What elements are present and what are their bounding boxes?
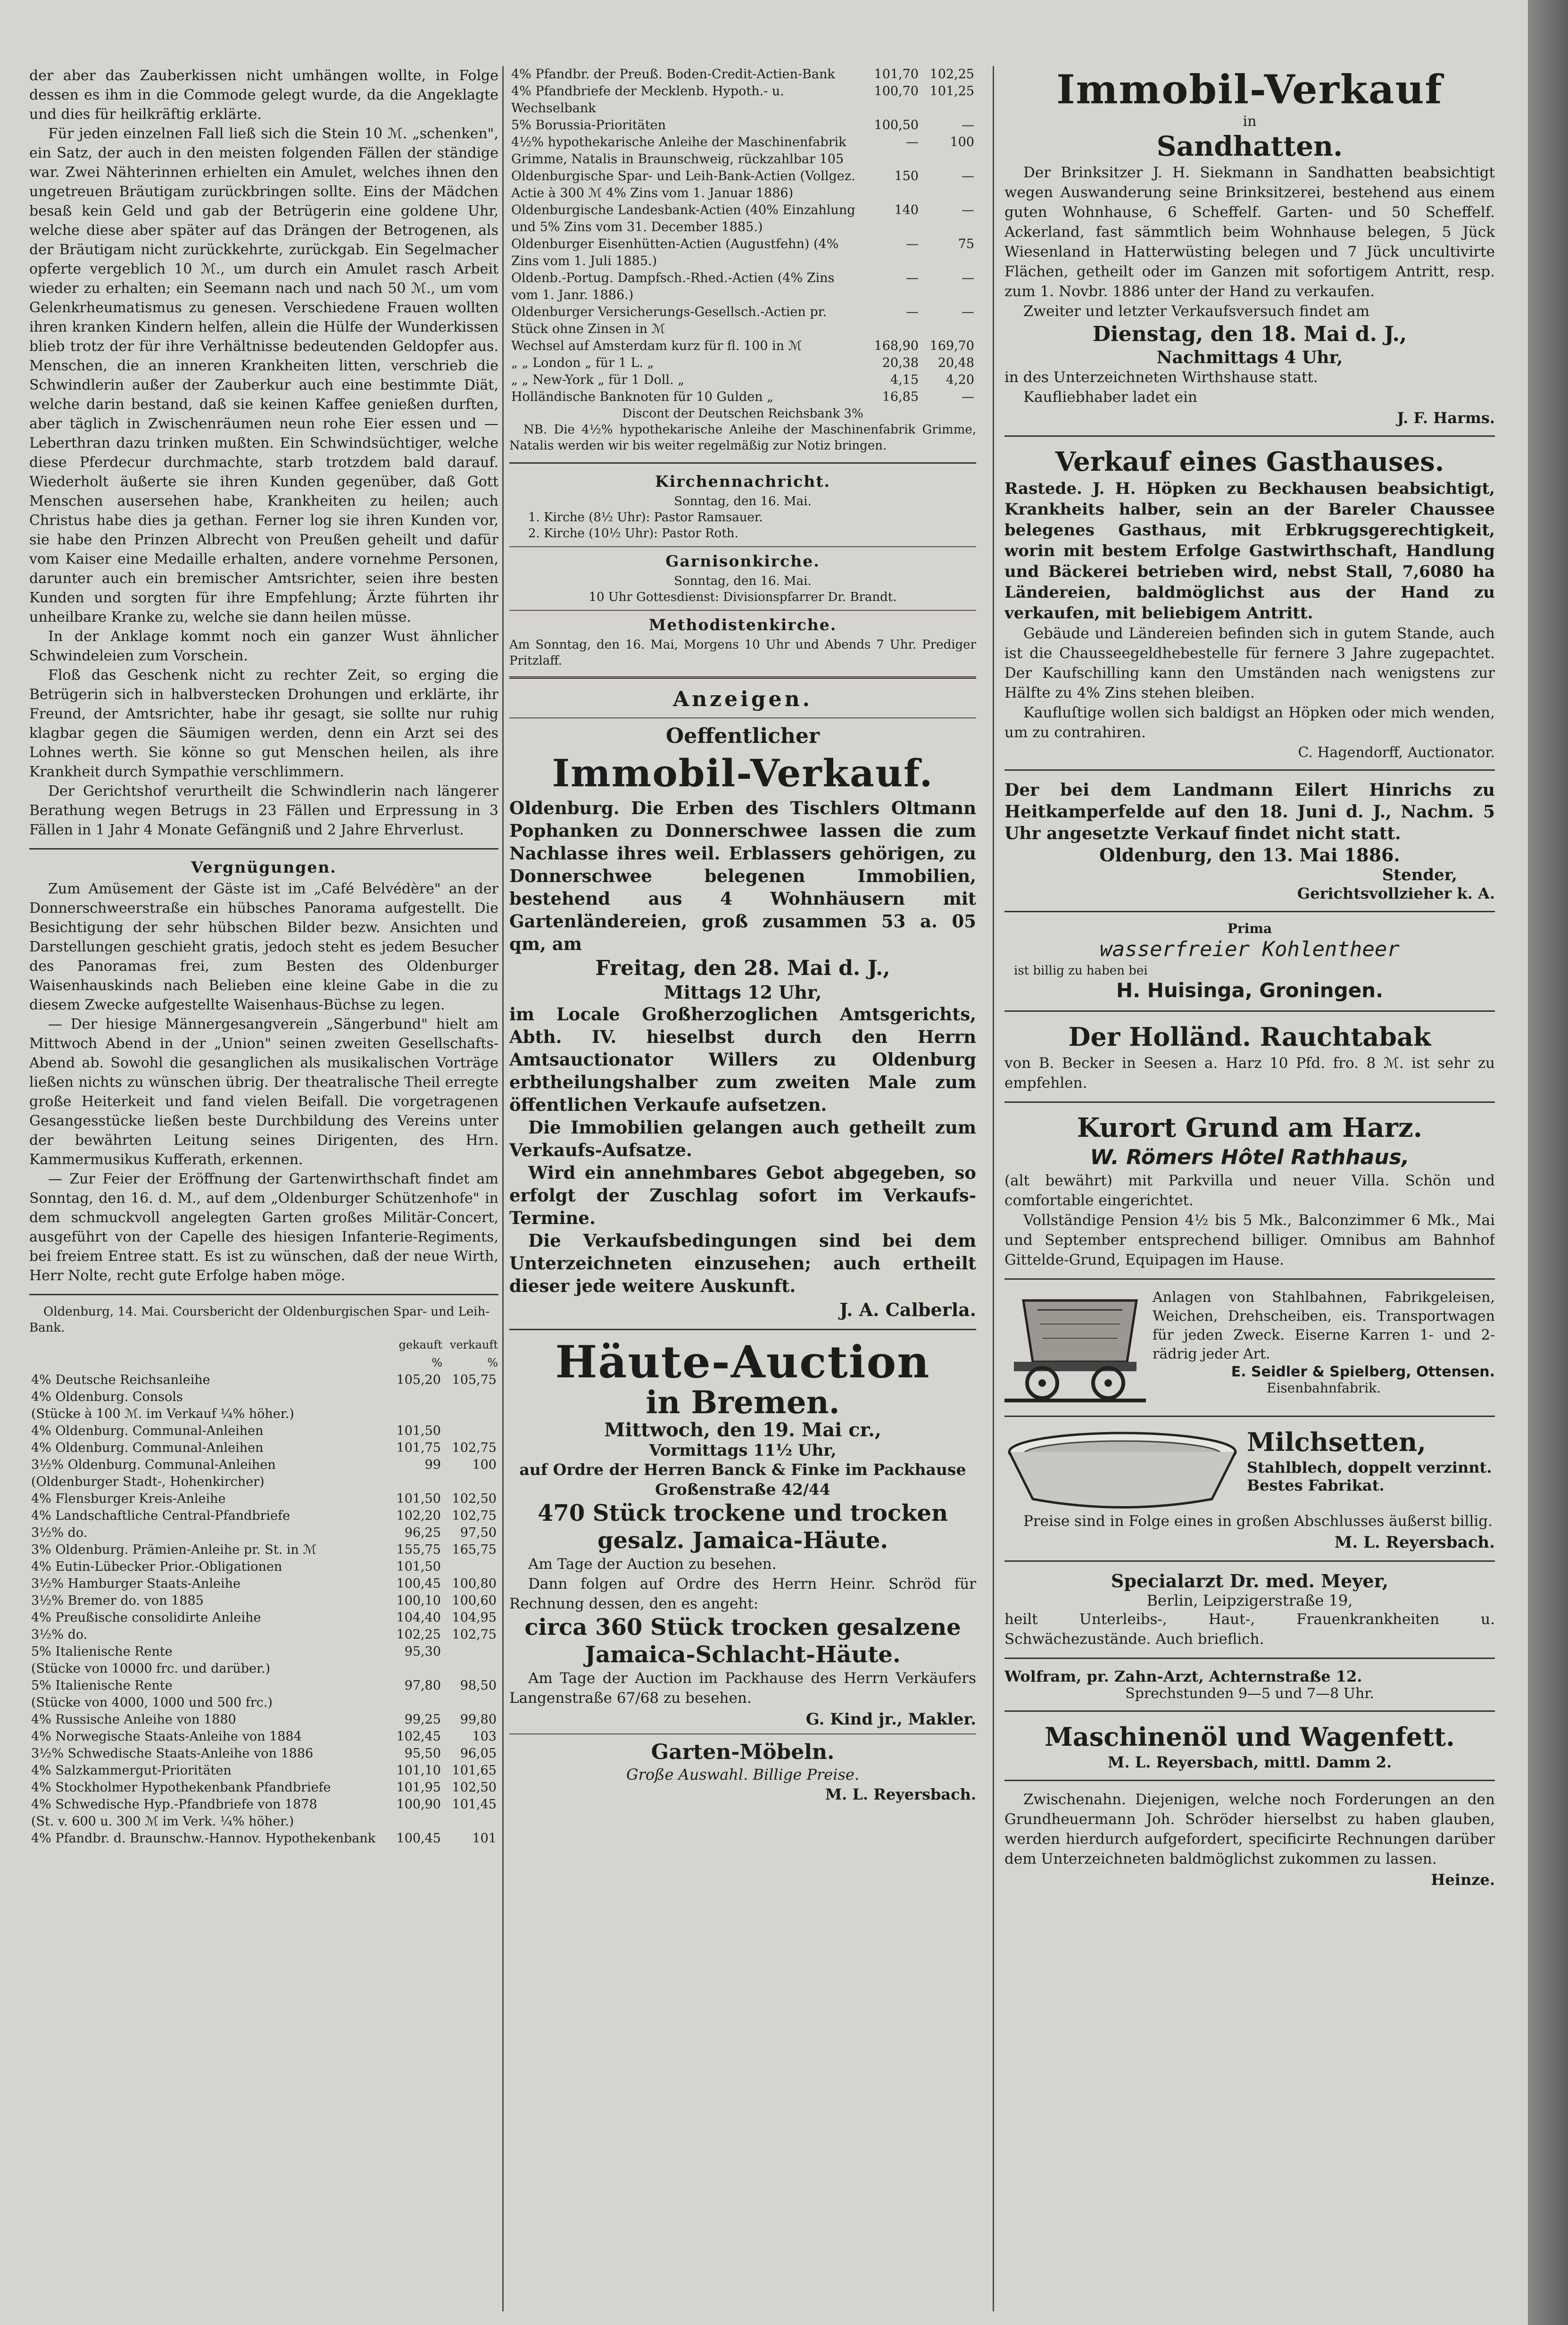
ad-highlight: circa 360 Stück trocken gesalzene Jamaica-Schlacht-Häute. [524, 1614, 961, 1668]
ad-subtitle: Bestes Fabrikat. [1247, 1476, 1385, 1494]
kurs-sold-value [443, 1558, 498, 1575]
kurs-sold-value [443, 1474, 498, 1491]
divider [509, 1329, 976, 1330]
divider [1004, 1658, 1495, 1659]
kurs-security-name: (Stücke à 100 ℳ. im Verkauf ¼% höher.) [31, 1407, 294, 1421]
kurs-security-name: 4% Salzkammergut-Prioritäten [31, 1763, 232, 1778]
kurs-row [29, 1677, 498, 1694]
article-paragraph: Floß das Geschenk nicht zu rechter Zeit, so erging die Betrügerin sich in halbverstecken Drohungen und erklärte, ihr Freund, der Amtsrichter, habe ihr gesagt, sie sollte nur ruhig klagbar gegen die Säumigen werden, denn ein Arzt sei des Lohnes werth. Sie könne so gut Menschen heilen, als ihre Krankheit durch Sympathie verschlimmern. [29, 667, 498, 780]
church-date: Sonntag, den 16. Mai. [674, 494, 812, 508]
kurs-header-sold: verkauft [449, 1338, 498, 1351]
kurs-bought-value: 16,85 [882, 390, 919, 404]
kurs-row [29, 1525, 498, 1542]
ad-time: Vormittags 11½ Uhr, [649, 1441, 837, 1460]
kurs-bought-value [387, 1389, 443, 1406]
ad-body: auf Ordre der Herren Banck & Finke im Packhause Großenstraße 42/44 [519, 1460, 966, 1499]
kurs-security-name: Oldenburgische Landesbank-Actien (40% Einzahlung und 5% Zins vom 31. December 1885.) [511, 203, 855, 234]
divider [1004, 1780, 1495, 1781]
kurs-security-name: (St. v. 600 u. 300 ℳ im Verk. ¼% höher.) [31, 1814, 294, 1829]
kurs-bought-value: 101,10 [396, 1763, 441, 1778]
kurs-row [29, 1813, 498, 1830]
kurs-security-name: 5% Italienische Rente [31, 1644, 173, 1659]
ad-signature: Eisenbahnfabrik. [1266, 1380, 1381, 1396]
kurs-bought-value: 101,50 [396, 1492, 441, 1506]
ad-subtitle: Stahlblech, doppelt verzinnt. [1247, 1458, 1492, 1476]
ad-title-gartenmoebel: Garten-Möbeln. [651, 1740, 835, 1764]
kurs-row [29, 1491, 498, 1508]
kurs-bought-value: 101,95 [396, 1780, 441, 1795]
ad-title-zahnarzt: Wolfram, pr. Zahn-Arzt, Achternstraße 12. [1004, 1667, 1362, 1685]
kurs-sold-value [443, 1389, 498, 1406]
kurs-security-name: 4% Oldenburg. Communal-Anleihen [31, 1441, 264, 1455]
ad-date: Oldenburg, den 13. Mai 1886. [1099, 844, 1400, 866]
kurs-security-name: 3½% do. [31, 1525, 88, 1540]
discont-line: Discont der Deutschen Reichsbank 3% [622, 407, 863, 421]
divider [29, 1294, 498, 1295]
church-line: 2. Kirche (10½ Uhr): Pastor Roth. [528, 526, 738, 541]
kurs-row [29, 1694, 498, 1711]
kurs-security-name: 4% Landschaftliche Central-Pfandbriefe [31, 1508, 290, 1523]
kurs-row [29, 1660, 498, 1677]
kurs-row [509, 134, 976, 168]
ad-text: Große Auswahl. Billige Preise. [626, 1766, 859, 1783]
ad-title-gasthaus: Verkauf eines Gasthauses. [1055, 446, 1444, 477]
kurs-security-name: 4% Pfandbr. d. Braunschw.-Hannov. Hypothekenbank [31, 1831, 376, 1846]
article-paragraph: — Der hiesige Männergesangverein „Sängerbund" hielt am Mittwoch Abend in der „Union" seinen zweiten Gesellschafts-Abend ab. Sowohl die gesanglichen als musikalischen Vorträge ließen nichts zu wünschen übrig. Der theatralische Theil erregte große Heiterkeit und fand vielen Beifall. Die vorgetragenen Gesangesstücke ließen beste Durchbildung des Vereins unter der bewährten Leitung seines Dirigenten, des Hrn. Kammermusikus Kufferath, erkennen. [29, 1016, 498, 1168]
kurs-bought-value: 99,25 [404, 1712, 441, 1727]
ad-title-immobil: Immobil-Verkauf. [552, 751, 934, 795]
ad-title-maschinenoel: Maschinenöl und Wagenfett. [1045, 1722, 1455, 1752]
kurs-bought-value: 97,80 [404, 1678, 441, 1693]
kurs-security-name: Wechsel auf Amsterdam kurz für fl. 100 in ℳ [511, 339, 802, 353]
kurs-bought-value: 101,75 [396, 1441, 441, 1455]
kurs-row [509, 236, 976, 270]
ad-body: Kaufluſtige wollen sich baldigst an Höpken oder mich wenden, um zu contrahiren. [1004, 704, 1495, 741]
divider [509, 610, 976, 611]
kurs-bought-value: 100,90 [396, 1797, 441, 1812]
column-1 [29, 66, 498, 2311]
column-rule [993, 66, 994, 2311]
ad-title-immobil: Immobil-Verkauf [1056, 66, 1443, 113]
kurs-bought-value: 102,20 [396, 1508, 441, 1523]
divider [29, 848, 498, 850]
divider [1004, 1560, 1495, 1562]
ad-pre-title: Prima [1227, 921, 1272, 936]
kurs-row [29, 1474, 498, 1491]
kurs-security-name: „ „ London „ für 1 L. „ [511, 356, 654, 370]
divider [1004, 1416, 1495, 1417]
kurs-row [509, 338, 976, 355]
kurs-sold-value: 165,75 [452, 1542, 497, 1557]
kurs-row [509, 270, 976, 304]
ad-text: heilt Unterleibs-, Haut-, Frauenkrankheiten u. Schwächezustände. Auch brieflich. [1004, 1611, 1495, 1648]
kurs-bought-value: 100,50 [874, 118, 919, 133]
kurs-sold-value: 169,70 [929, 339, 974, 353]
ad-signature: Gerichtsvollzieher k. A. [1297, 884, 1495, 902]
ad-body: Der Brinksitzer J. H. Siekmann in Sandhatten beabsichtigt wegen Auswanderung seine Brinksitzerei, bestehend aus einem guten Wohnhause, 6 Scheffelf. Garten- und 50 Scheffelf. Ackerland, fast sämmtlich beim Wohnhause belegen, 5 Jück Wiesenland in Hatterwüsting belegen und 7 Jück uncultivirte Flächen, getheilt oder im Ganzen mit sofortigem Antritt, resp. zum 1. Novbr. 1886 unter der Hand zu verkaufen. [1004, 164, 1495, 300]
kurs-unit: % [487, 1356, 498, 1369]
kurs-bought-value [387, 1406, 443, 1423]
divider [509, 1733, 976, 1734]
page-edge [1528, 0, 1568, 2325]
kurs-bought-value [387, 1813, 443, 1830]
kurs-table-continued [509, 66, 976, 406]
kurs-row [29, 1542, 498, 1558]
kurs-table [29, 1336, 498, 1847]
ad-place: Sandhatten. [1156, 130, 1343, 162]
ad-signature: C. Hagendorff, Auctionator. [1298, 744, 1495, 761]
kurs-security-name: Oldenburgische Spar- und Leih-Bank-Actien (Vollgez. Actie à 300 ℳ 4% Zins vom 1. Januar 1886) [511, 169, 855, 200]
ad-body: Wird ein annehmbares Gebot abgegeben, so erfolgt der Zuschlag sofort im Verkaufs-Termine. [509, 1162, 976, 1228]
kurs-row [29, 1779, 498, 1796]
kurs-security-name: 3½% do. [31, 1627, 88, 1642]
kurs-sold-value: 100,60 [452, 1593, 497, 1608]
ad-body: Der bei dem Landmann Eilert Hinrichs zu Heitkamperfelde auf den 18. Juni d. J., Nachm. 5 Uhr angesetzte Verkauf findet nicht statt. [1004, 780, 1495, 843]
kurs-bought-value: — [906, 271, 919, 285]
kurs-sold-value: 101,25 [929, 84, 974, 99]
kurs-sold-value: 4,20 [946, 373, 974, 387]
ad-title-milchsetten: Milchsetten, [1247, 1427, 1427, 1457]
kurs-security-name: Oldenburger Versicherungs-Gesellsch.-Actien pr. Stück ohne Zinsen in ℳ [511, 305, 827, 336]
kurs-bought-value [387, 1660, 443, 1677]
kurs-sold-value [443, 1813, 498, 1830]
ad-signature: G. Kind jr., Makler. [805, 1710, 976, 1729]
kurs-row [29, 1508, 498, 1525]
kurs-sold-value: 102,50 [452, 1780, 497, 1795]
article-paragraph: In der Anklage kommt noch ein ganzer Wust ähnlicher Schwindeleien zum Vorschein. [29, 628, 498, 664]
kurs-sold-value: 75 [958, 237, 974, 251]
kurs-sold-value: — [962, 203, 974, 217]
kurs-sold-value [443, 1643, 498, 1660]
kurs-sold-value: — [962, 169, 974, 183]
kurs-sold-value: 102,75 [452, 1508, 497, 1523]
kurs-security-name: „ „ New-York „ für 1 Doll. „ [511, 373, 685, 387]
kurs-sold-value: 96,05 [460, 1746, 497, 1761]
ad-date: Freitag, den 28. Mai d. J., [595, 956, 890, 980]
column-2 [509, 66, 976, 2311]
kurs-sold-value [443, 1694, 498, 1711]
ad-body: in des Unterzeichneten Wirthshause statt. [1004, 369, 1318, 386]
kurs-bought-value: 4,15 [890, 373, 919, 387]
kurs-security-name: 4% Preußische consolidirte Anleihe [31, 1610, 261, 1625]
ad-text: Vollständige Pension 4½ bis 5 Mk., Balconzimmer 6 Mk., Mai und September entsprechend billiger. Omnibus am Bahnhof Gittelde-Grund, Equipagen im Hause. [1004, 1212, 1495, 1268]
ad-title-kohlentheer: wasserfreier Kohlentheer [1100, 937, 1400, 961]
kurs-row [29, 1457, 498, 1474]
kurs-security-name: 5% Borussia-Prioritäten [511, 118, 666, 133]
ad-text: Am Tage der Auction im Packhause des Herrn Verkäufers Langenstraße 67/68 zu besehen. [509, 1670, 976, 1707]
kurs-security-name: 4% Pfandbr. der Preuß. Boden-Credit-Actien-Bank [511, 67, 835, 82]
kurs-row [29, 1643, 498, 1660]
kurs-sold-value: 101 [472, 1831, 497, 1846]
ad-body: Zwischenahn. Diejenigen, welche noch Forderungen an den Grundheuermann Joh. Schröder hierselbst zu haben glauben, werden hierdurch aufgefordert, specificirte Rechnungen darüber dem Unterzeichneten baldmöglichst zukommen zu lassen. [1004, 1791, 1495, 1867]
kurs-sold-value: 98,50 [460, 1678, 497, 1693]
divider [509, 546, 976, 547]
kurs-security-name: 3½% Bremer do. von 1885 [31, 1593, 204, 1608]
anzeigen-header: Anzeigen. [673, 687, 813, 711]
ad-title-specialarzt: Specialarzt Dr. med. Meyer, [1111, 1570, 1389, 1592]
kurs-bought-value: 155,75 [396, 1542, 441, 1557]
kurs-sold-value [443, 1406, 498, 1423]
ad-body: Kaufliebhaber ladet ein [1023, 389, 1197, 406]
milk-pan-illustration [1004, 1428, 1240, 1508]
divider [509, 717, 976, 718]
kurs-security-name: Oldenburger Eisenhütten-Actien (Augustfehn) (4% Zins vom 1. Juli 1885.) [511, 237, 839, 268]
ad-highlight: 470 Stück trockene und trocken gesalz. Jamaica-Häute. [538, 1500, 948, 1554]
kurs-rows [509, 66, 976, 406]
ad-body: im Locale Großherzoglichen Amtsgerichts, Abth. IV. hieselbst durch den Herrn Amtsauctionator Willers zu Oldenburg erbtheilungshalber zum zweiten Male zum öffentlichen Verkaufe aufsetzen. [509, 1004, 976, 1115]
kurs-bought-value: 100,10 [396, 1593, 441, 1608]
kurs-bought-value: 101,50 [396, 1424, 441, 1438]
kurs-security-name: (Oldenburger Stadt-, Hohenkircher) [31, 1475, 265, 1489]
ad-text: Preise sind in Folge eines in großen Abschlusses äußerst billig. [1023, 1513, 1493, 1530]
ad-time: Mittags 12 Uhr, [664, 982, 822, 1003]
kurs-rows [29, 1372, 498, 1847]
kurs-bought-value: 100,45 [396, 1576, 441, 1591]
kurs-row [509, 66, 976, 83]
ad-milchsetten [1004, 1425, 1495, 1511]
kurs-bought-value: 102,25 [396, 1627, 441, 1642]
kurs-bought-value: 20,38 [882, 356, 919, 370]
kurs-sold-value: 100,80 [452, 1576, 497, 1591]
divider [1004, 1278, 1495, 1280]
kurs-security-name: 4% Norwegische Staats-Anleihe von 1884 [31, 1729, 302, 1744]
ad-text: Anlagen von Stahlbahnen, Fabrikgeleisen, Weichen, Drehscheiben, eis. Transportwagen für jeden Zweck. Eiserne Karren 1- und 2-rädrig jeder Art. [1153, 1289, 1495, 1362]
kurs-bought-value: 105,20 [396, 1373, 441, 1387]
ad-body: Die Verkaufsbedingungen sind bei dem Unterzeichneten einzusehen; auch ertheilt dieser jede weitere Auskunft. [509, 1230, 976, 1296]
kurs-sold-value: 100 [950, 135, 974, 150]
article-paragraph: Der Gerichtshof verurtheilt die Schwindlerin nach längerer Berathung wegen Betrugs in 23 Fällen und Erpressung in 3 Fällen in 1 Jahr 4 Monate Gefängniß und 2 Jahre Ehrverlust. [29, 783, 498, 838]
article-paragraph: Für jeden einzelnen Fall ließ sich die Stein 10 ℳ. „schenken", ein Satz, der auch in den meisten folgenden Fällen der ständige war. Zwei Nähterinnen erhielten ein Amulet, welches ihnen den ungetreuen Bräutigam zurückbringen sollte. Eins der Mädchen besaß kein Geld und gab der Betrügerin eine goldene Uhr, welche diese aber später auf das Drängen der Betrogenen, als der Bräutigam nicht zurückkehrte, zurückgab. Ein Segelmacher opferte vergeblich 10 ℳ., um durch ein Amulet rasch Arbeit wieder zu erhalten; ein Seemann nach und nach 50 ℳ., um vom Gelenkrheumatismus zu genesen. Verschiedene Frauen wollten ihren kranken Kindern helfen, allein die Hülfe der Wunderkissen blieb trotz der für ihre Verhältnisse bedeutenden Geldopfer aus. Menschen, die an inneren Krankheiten litten, verschrieb die Schwindlerin außer der Zauberkur auch eine bestimmte Diät, welche darin bestand, daß sie keinen Kaffee genießen durften, aber täglich in Zwischenräumen neun rohe Eier essen und — Leberthran dazu trinken mußten. Ein Schwindsüchtiger, welche diese Pferdecur durchmachte, starb trotzdem bald darauf. Wiederholt äußerte sie ihren Kunden gegenüber, daß Gott Menschen ausersehen habe, Krankheiten zu heilen; auch Christus habe dies ja gethan. Ferner log sie ihren Kunden vor, sie habe den Prinzen Albrecht von Preußen geheilt und dafür vom Kaiser eine Medaille erhalten, andere vornehme Personen, darunter auch ein bremischer Amtsrichter, seien ihre besten Kunden und sorgten für ihre Empfehlung; Ärzte führten ihr unheilbare Kranke zu, welche sie dann heilen müsse. [29, 125, 498, 625]
kurs-row [509, 83, 976, 117]
ad-pre-title: Oeffentlicher [665, 724, 820, 748]
ad-feldbahn [1004, 1288, 1495, 1407]
ad-time: Nachmittags 4 Uhr, [1156, 348, 1343, 367]
ad-place: in Bremen. [646, 1384, 840, 1421]
kurs-row [29, 1762, 498, 1779]
kurs-security-name: 3% Oldenburg. Prämien-Anleihe pr. St. in ℳ [31, 1542, 317, 1557]
kurs-sold-value: 99,80 [460, 1712, 497, 1727]
ad-signature: Stender, [1382, 866, 1457, 884]
kurs-bought-value: 95,30 [404, 1644, 441, 1659]
article-paragraph: — Zur Feier der Eröffnung der Gartenwirthschaft findet am Sonntag, den 16. d. M., auf dem „Oldenburger Schützenhofe" in dem schmuckvoll angelegten Garten großes Militär-Concert, ausgeführt von der Capelle des hiesigen Infanterie-Regiments, bei freiem Entree statt. Es ist zu wünschen, daß der neue Wirth, Herr Nolte, recht gute Erfolge haben möge. [29, 1171, 498, 1284]
ad-signature: Heinze. [1431, 1871, 1495, 1889]
ad-in: in [1243, 113, 1257, 130]
kurs-sold-value: 102,25 [929, 67, 974, 82]
ad-title-haeute-auction: Häute-Auction [555, 1336, 930, 1388]
kurs-bought-value: — [906, 135, 919, 150]
kurs-row [29, 1592, 498, 1609]
ad-text: Berlin, Leipzigerstraße 19, [1146, 1592, 1353, 1609]
kurs-security-name: 5% Italienische Rente [31, 1678, 173, 1693]
kurs-sold-value: — [962, 118, 974, 133]
nb-note: NB. Die 4½% hypothekarische Anleihe der Maschinenfabrik Grimme, Natalis werden wir bis weiter regelmäßig zur Notiz bringen. [509, 423, 976, 453]
kurs-unit: % [431, 1356, 442, 1369]
ad-signature: J. F. Harms. [1397, 409, 1495, 427]
kurs-sold-value: 102,75 [452, 1441, 497, 1455]
kurs-row [509, 389, 976, 406]
kurs-row [29, 1626, 498, 1643]
kurs-bought-value: 101,50 [396, 1559, 441, 1574]
kurs-bought-value [387, 1474, 443, 1491]
ad-date: Dienstag, den 18. Mai d. J., [1092, 322, 1407, 346]
ad-text: ist billig zu haben bei [1014, 964, 1148, 978]
kurs-security-name: Oldenb.-Portug. Dampfsch.-Rhed.-Actien (4% Zins vom 1. Janr. 1886.) [511, 271, 835, 302]
kurs-sold-value: 102,50 [452, 1492, 497, 1506]
rail-cart-illustration [1004, 1291, 1146, 1404]
kurs-bought-value [387, 1694, 443, 1711]
kurs-bought-value: 140 [894, 203, 919, 217]
kurs-row [509, 372, 976, 389]
kurs-sold-value: 101,45 [452, 1797, 497, 1812]
ad-title-kurort: Kurort Grund am Harz. [1077, 1112, 1423, 1143]
kurs-sold-value [443, 1660, 498, 1677]
kurs-security-name: 4% Oldenburg. Consols [31, 1390, 183, 1404]
kurs-security-name: 4% Flensburger Kreis-Anleihe [31, 1492, 226, 1506]
kurs-security-name: 4% Schwedische Hyp.-Pfandbriefe von 1878 [31, 1797, 317, 1812]
ad-body: Oldenburg. Die Erben des Tischlers Oltmann Pophanken zu Donnerschwee lassen die zum Nachlasse ihres weil. Erblassers gehörigen, zu Donnerschwee belegenen Immobilien, bestehend aus 4 Wohnhäusern mit Gartenländereien, groß zusammen 53 a. 05 qm, am [509, 798, 976, 954]
kurs-sold-value: — [962, 271, 974, 285]
ad-signature: J. A. Calberla. [839, 1299, 976, 1320]
article-paragraph: Zum Amüsement der Gäste ist im „Café Belvédère" an der Donnerschweerstraße ein hübsches Panorama aufgestellt. Die Besichtigung der sehr hübschen Bilder bezw. Ansichten und Darstellungen geschieht gratis, jedoch steht es jedem Besucher des Panoramas frei, zum Besten des Oldenburger Waisenhauskinds nach Belieben eine kleine Gabe in die zu diesem Zwecke aufgestellte Waisenhaus-Büchse zu legen. [29, 881, 498, 1013]
ad-signature: M. L. Reyersbach. [825, 1785, 976, 1803]
garrison-line: 10 Uhr Gottesdienst: Divisionspfarrer Dr. Brandt. [589, 590, 897, 604]
garrison-church-title: Garnisonkirche. [665, 552, 820, 570]
column-3 [1004, 66, 1495, 2311]
kurs-security-name: 4% Russische Anleihe von 1880 [31, 1712, 236, 1727]
kurs-title: Oldenburg, 14. Mai. Coursbericht der Oldenburgischen Spar- und Leih-Bank. [29, 1305, 490, 1335]
ad-body: Die Immobilien gelangen auch getheilt zum Verkaufs-Aufsatze. [509, 1117, 976, 1160]
kurs-row [29, 1440, 498, 1457]
kurs-security-name: 4½% hypothekarische Anleihe der Maschinenfabrik Grimme, Natalis in Braunschweig, rückzahlbar 105 [511, 135, 846, 167]
kurs-row [29, 1406, 498, 1423]
garrison-date: Sonntag, den 16. Mai. [674, 574, 812, 588]
divider [509, 676, 976, 679]
kurs-security-name: Holländische Banknoten für 10 Gulden „ [511, 390, 774, 404]
kurs-row [29, 1372, 498, 1389]
kurs-sold-value: 105,75 [452, 1373, 497, 1387]
divider [1004, 435, 1495, 437]
kurs-security-name: (Stücke von 10000 frc. und darüber.) [31, 1661, 271, 1676]
divider [1004, 911, 1495, 912]
kurs-row [29, 1558, 498, 1575]
kurs-security-name: (Stücke von 4000, 1000 und 500 frc.) [31, 1695, 273, 1710]
kurs-row [509, 168, 976, 202]
ad-hotel-name: W. Römers Hôtel Rathhaus, [1090, 1145, 1410, 1169]
church-title: Kirchennachricht. [655, 472, 830, 491]
ad-text: (alt bewährt) mit Parkvilla und neuer Villa. Schön und comfortable eingerichtet. [1004, 1172, 1495, 1209]
kurs-sold-value: 20,48 [937, 356, 974, 370]
kurs-row [29, 1796, 498, 1813]
kurs-bought-value: 102,45 [396, 1729, 441, 1744]
kurs-row [509, 202, 976, 236]
kurs-row [29, 1389, 498, 1406]
kurs-row [29, 1575, 498, 1592]
kurs-security-name: 4% Pfandbriefe der Mecklenb. Hypoth.- u. Wechselbank [511, 84, 784, 116]
kurs-bought-value: 104,40 [396, 1610, 441, 1625]
column-rule [502, 66, 504, 2311]
kurs-bought-value: 96,25 [404, 1525, 441, 1540]
kurs-row [509, 304, 976, 338]
kurs-sold-value: 97,50 [460, 1525, 497, 1540]
kurs-row [29, 1609, 498, 1626]
kurs-bought-value: 95,50 [404, 1746, 441, 1761]
divider [509, 462, 976, 464]
ad-signature: M. L. Reyersbach. [1334, 1533, 1495, 1552]
ad-body: Gebäude und Ländereien befinden sich in gutem Stande, auch ist die Chausseegeldhebestelle für fernere 3 Jahre zugepachtet. Der Kaufschilling kann den Umständen nach wenigstens zur Hälfte zu 4% Zins stehen bleiben. [1004, 625, 1495, 701]
kurs-bought-value: 150 [894, 169, 919, 183]
ad-text: von B. Becker in Seesen a. Harz 10 Pfd. fro. 8 ℳ. ist sehr zu empfehlen. [1004, 1055, 1495, 1092]
kurs-sold-value: 102,75 [452, 1627, 497, 1642]
kurs-sold-value: 101,65 [452, 1763, 497, 1778]
ad-text: Am Tage der Auction zu besehen. [528, 1556, 777, 1573]
divider [1004, 1010, 1495, 1012]
section-title-vergnuegungen: Vergnügungen. [191, 858, 337, 876]
kurs-security-name: 4% Deutsche Reichsanleihe [31, 1373, 210, 1387]
kurs-row [509, 117, 976, 134]
divider [1004, 1101, 1495, 1103]
kurs-row [29, 1711, 498, 1728]
kurs-row [29, 1728, 498, 1745]
ad-date: Mittwoch, den 19. Mai cr., [604, 1419, 881, 1441]
ad-text: Sprechstunden 9—5 und 7—8 Uhr. [1125, 1685, 1374, 1702]
kurs-security-name: 3½% Schwedische Staats-Anleihe von 1886 [31, 1746, 314, 1761]
kurs-row [29, 1745, 498, 1762]
kurs-security-name: 4% Oldenburg. Communal-Anleihen [31, 1424, 264, 1438]
methodist-text: Am Sonntag, den 16. Mai, Morgens 10 Uhr und Abends 7 Uhr. Prediger Pritzlaff. [509, 638, 976, 668]
kurs-security-name: 3½% Hamburger Staats-Anleihe [31, 1576, 241, 1591]
kurs-bought-value: 100,45 [396, 1831, 441, 1846]
kurs-bought-value: 101,70 [874, 67, 919, 82]
kurs-sold-value: — [962, 305, 974, 319]
kurs-bought-value: — [906, 305, 919, 319]
kurs-security-name: 3½% Oldenburg. Communal-Anleihen [31, 1458, 276, 1472]
divider [1004, 769, 1495, 771]
church-line: 1. Kirche (8½ Uhr): Pastor Ramsauer. [528, 510, 763, 525]
ad-signature: H. Huisinga, Groningen. [1116, 979, 1384, 1002]
kurs-header-bought: gekauft [398, 1338, 442, 1351]
kurs-bought-value: — [906, 237, 919, 251]
ad-signature: M. L. Reyersbach, mittl. Damm 2. [1107, 1753, 1392, 1771]
kurs-security-name: 4% Eutin-Lübecker Prior.-Obligationen [31, 1559, 282, 1574]
kurs-row [509, 355, 976, 372]
kurs-row [29, 1423, 498, 1440]
kurs-sold-value: 103 [472, 1729, 497, 1744]
ad-body: Rastede. J. H. Höpken zu Beckhausen beabsichtigt, Krankheits halber, sein an der Bareler Chaussee belegenes Gasthaus, mit Erbkrugsgerechtigkeit, worin mit bestem Erfolge Gastwirthschaft, Handlung und Bäckerei betrieben wird, nebst Stall, 7,6080 ha Ländereien, baldmöglichst aus der Hand zu verkaufen, mit beliebigem Antritt. [1004, 479, 1495, 623]
ad-body: Zweiter und letzter Verkaufsversuch findet am [1023, 303, 1370, 320]
kurs-row [29, 1830, 498, 1847]
kurs-bought-value: 100,70 [874, 84, 919, 99]
ad-signature: E. Seidler & Spielberg, Ottensen. [1231, 1364, 1495, 1380]
kurs-security-name: 4% Stockholmer Hypothekenbank Pfandbriefe [31, 1780, 331, 1795]
kurs-bought-value: 168,90 [874, 339, 919, 353]
kurs-sold-value: 100 [472, 1458, 497, 1472]
divider [1004, 1710, 1495, 1712]
kurs-sold-value: — [962, 390, 974, 404]
ad-title-rauchtabak: Der Holländ. Rauchtabak [1068, 1022, 1431, 1052]
methodist-title: Methodistenkirche. [648, 616, 837, 634]
article-paragraph: der aber das Zauberkissen nicht umhängen wollte, in Folge dessen es ihm in die Commode gelegt wurde, da die Angeklagte und dies für heilkräftig erklärte. [29, 67, 498, 123]
kurs-sold-value: 104,95 [452, 1610, 497, 1625]
kurs-sold-value [443, 1423, 498, 1440]
kurs-bought-value: 99 [424, 1458, 441, 1472]
ad-text: Dann folgen auf Ordre des Herrn Heinr. Schröd für Rechnung dessen, den es angeht: [509, 1575, 976, 1612]
